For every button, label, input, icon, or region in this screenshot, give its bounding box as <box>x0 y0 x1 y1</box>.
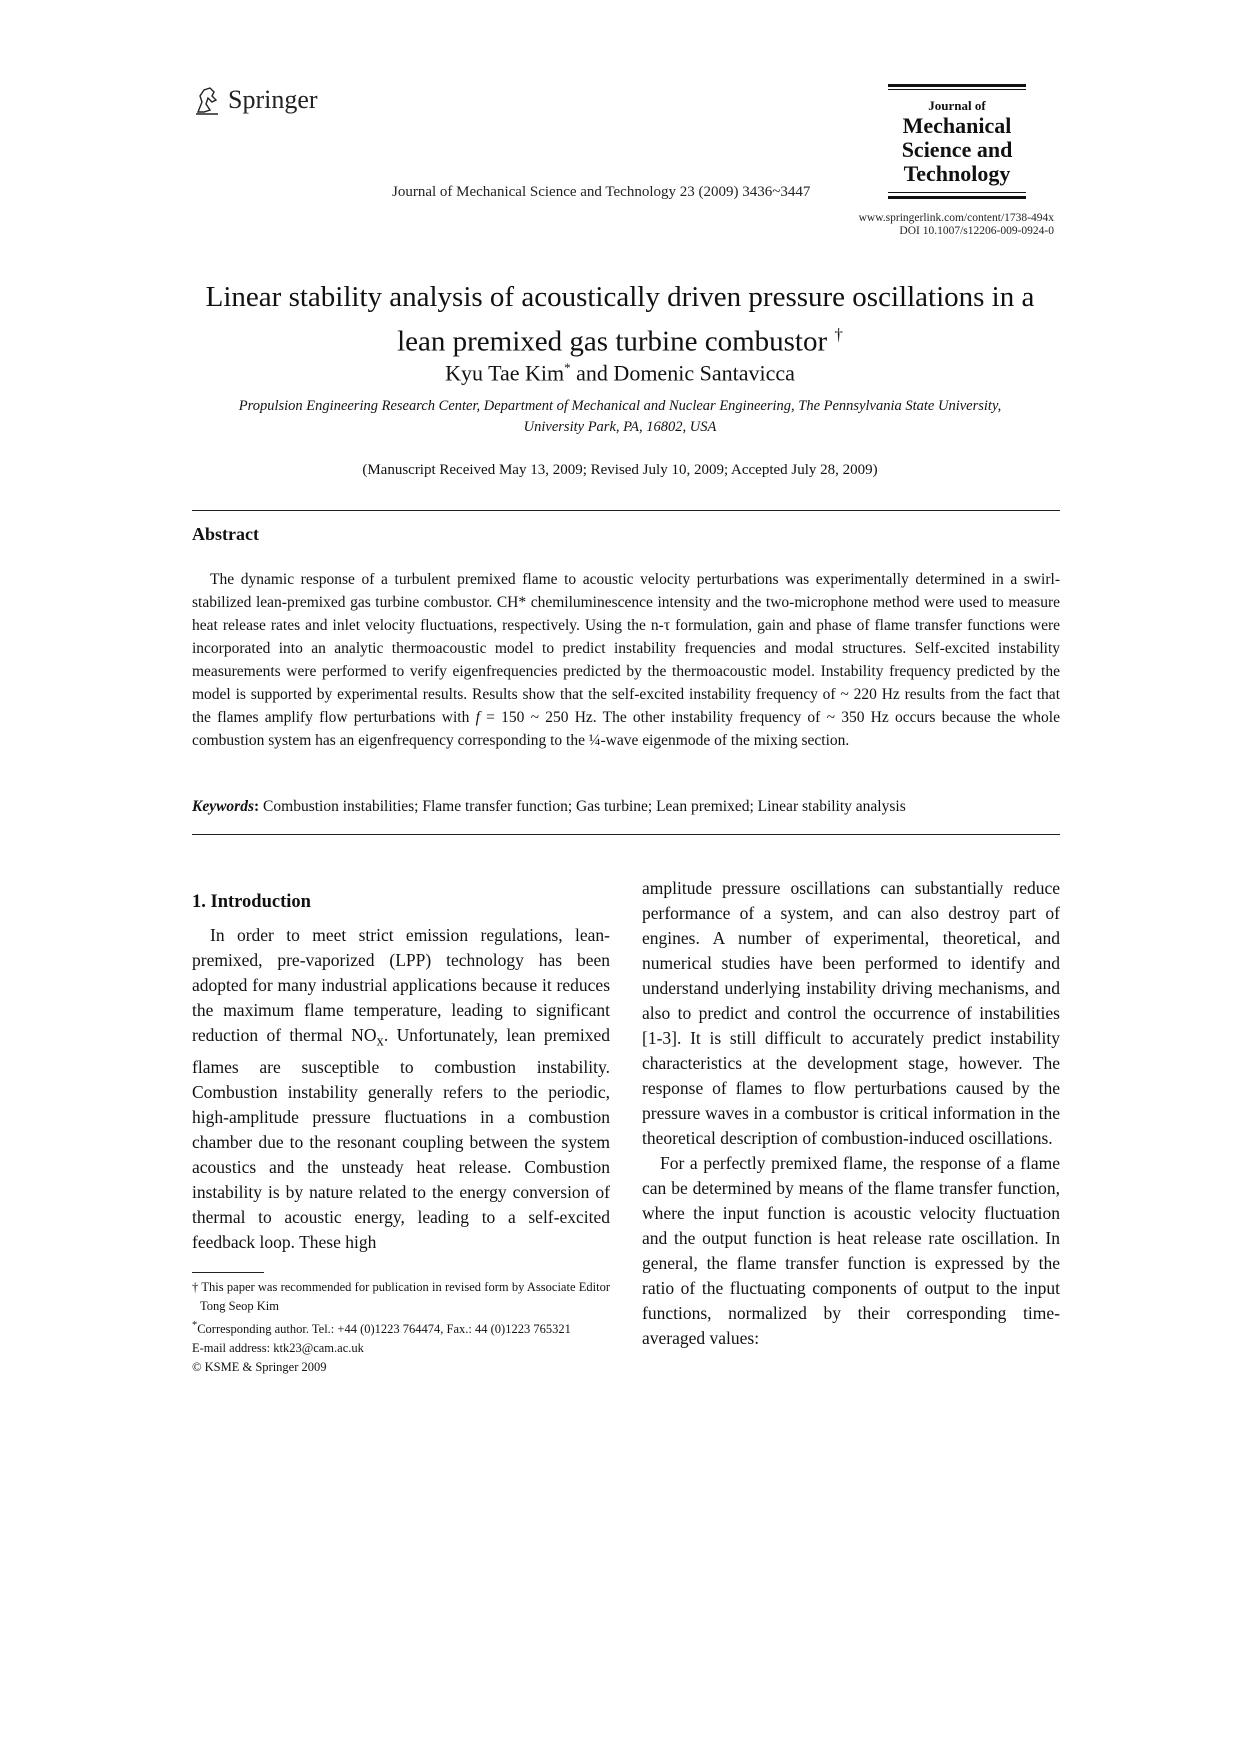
abstract-heading: Abstract <box>192 524 259 544</box>
footnotes <box>192 1278 610 1377</box>
title-line-2: lean premixed gas turbine combustor <box>397 325 828 358</box>
affiliation-line-1: Propulsion Engineering Research Center, Department of Mechanical and Nuclear Engineering, The Pennsylvania State University, <box>238 398 1002 414</box>
journal-logo <box>888 84 1026 201</box>
footnote-rule <box>192 1272 264 1273</box>
logo-bottom-rule <box>888 196 1026 199</box>
abstract-top-rule <box>192 510 1060 511</box>
abstract-bottom-rule <box>192 834 1060 835</box>
logo-line-2: Mechanical <box>902 113 1012 138</box>
logo-line-3: Science and <box>901 137 1013 162</box>
author-2: and Domenic Santavicca <box>570 360 795 386</box>
author-1: Kyu Tae Kim <box>445 360 565 386</box>
logo-top-rule <box>888 84 1026 87</box>
keywords <box>192 798 1060 816</box>
footnote-2-mark: * <box>192 1320 198 1331</box>
footnote-2 <box>192 1316 610 1339</box>
logo-line-4: Technology <box>903 161 1011 186</box>
corresponding-author-mark: * <box>564 360 571 375</box>
intro-paragraph-1-continued: amplitude pressure oscillations can substantially reduce performance of a system, and can also destroy part of engines. A number of experimental, theoretical, and numerical studies have been performed to identify and understand underlying instability driving mechanisms, and also to predict and control the occurrence of instabilities [1-3]. It is still difficult to accurately predict instability characteristics at the development stage, however. The response of flames to flow perturbations caused by the pressure waves in a combustor is critical information in the theoretical description of combustion-induced oscillations. <box>642 878 1060 1148</box>
title-footnote-mark: † <box>834 325 843 344</box>
keywords-colon: : <box>254 798 260 815</box>
intro-p1-subscript: x <box>376 1033 384 1050</box>
article-web-info <box>859 212 1054 238</box>
keywords-label: Keywords <box>192 798 254 815</box>
logo-bottom-rule-thin <box>888 192 1026 193</box>
intro-paragraph-1 <box>192 923 610 1255</box>
footnote-2-text: Corresponding author. Tel.: +44 (0)1223 764474, Fax.: 44 (0)1223 765321 <box>197 1322 571 1337</box>
footnote-1-text: This paper was recommended for publication in revised form by Associate Editor Tong Seop Kim <box>200 1280 611 1313</box>
footnote-1-mark: † <box>192 1280 199 1294</box>
intro-paragraph-2: For a perfectly premixed flame, the response of a flame can be determined by means of the flame transfer function, where the input function is acoustic velocity fluctuation and the output function is heat release rate oscillation. In general, the flame transfer function is expressed by the ratio of the fluctuating components of output to the input functions, normalized by their corresponding time-averaged values: <box>642 1153 1060 1348</box>
affiliation-line-2: University Park, PA, 16802, USA <box>523 419 717 435</box>
springer-logo <box>192 84 318 116</box>
title-line-1: Linear stability analysis of acoustically driven pressure oscillations in a <box>205 281 1035 313</box>
article-title <box>150 278 1090 361</box>
footnote-copyright: © KSME & Springer 2009 <box>192 1360 327 1375</box>
intro-p1-b: . Unfortunately, lean premixed flames are susceptible to combustion instability. Combustion instability generally refers to the periodic, high-amplitude pressure fluctuations in a combustion chamber due to the resonant coupling between the system acoustics and the unsteady heat release. Combustion instability is by nature related to the energy conversion of thermal to acoustic energy, leading to a self-excited feedback loop. These high <box>192 1025 611 1252</box>
author-list <box>150 360 1090 386</box>
abstract-text-b: = 150 ~ 250 Hz. The other instability frequency of ~ 350 Hz occurs because the whole combustion system has an eigenfrequency corresponding to the ¼-wave eigenmode of the mixing section. <box>192 709 1060 749</box>
intro-p1-a: In order to meet strict emission regulations, lean-premixed, pre-vaporized (LPP) technology has been adopted for many industrial applications because it reduces the maximum flame temperature, leading to significant reduction of thermal NO <box>192 925 610 1045</box>
article-url[interactable]: www.springerlink.com/content/1738-494x <box>858 212 1054 224</box>
journal-reference: Journal of Mechanical Science and Technology 23 (2009) 3436~3447 <box>392 184 811 200</box>
affiliation <box>150 396 1090 438</box>
footnote-1 <box>192 1278 610 1316</box>
footnote-email[interactable]: E-mail address: ktk23@cam.ac.uk <box>192 1341 364 1356</box>
logo-line-1: Journal of <box>928 98 986 113</box>
section-heading-introduction: 1. Introduction <box>192 892 311 912</box>
left-column <box>192 876 610 1255</box>
abstract-f-symbol: f <box>475 709 480 726</box>
keywords-list: Combustion instabilities; Flame transfer function; Gas turbine; Lean premixed; Linear stability analysis <box>259 798 906 815</box>
article-doi[interactable]: DOI 10.1007/s12206-009-0924-0 <box>899 225 1054 237</box>
publisher-name: Springer <box>228 85 318 114</box>
right-column <box>642 876 1060 1351</box>
springer-horse-icon <box>192 84 222 116</box>
logo-top-rule-thin <box>888 89 1026 90</box>
abstract-text <box>192 568 1060 752</box>
manuscript-dates: (Manuscript Received May 13, 2009; Revised July 10, 2009; Accepted July 28, 2009) <box>362 462 878 478</box>
abstract-text-a: The dynamic response of a turbulent premixed flame to acoustic velocity perturbations was experimentally determined in a swirl-stabilized lean-premixed gas turbine combustor. CH* chemiluminescence intensity and the two-microphone method were used to measure heat release rates and inlet velocity fluctuations, respectively. Using the n-τ formulation, gain and phase of flame transfer functions were incorporated into an analytic thermoacoustic model to predict instability frequencies and modal structures. Self-excited instability measurements were performed to verify eigenfrequencies predicted by the thermoacoustic model. Instability frequency predicted by the model is supported by experimental results. Results show that the self-excited instability frequency of ~ 220 Hz results from the fact that the flames amplify flow perturbations with <box>192 571 1060 726</box>
